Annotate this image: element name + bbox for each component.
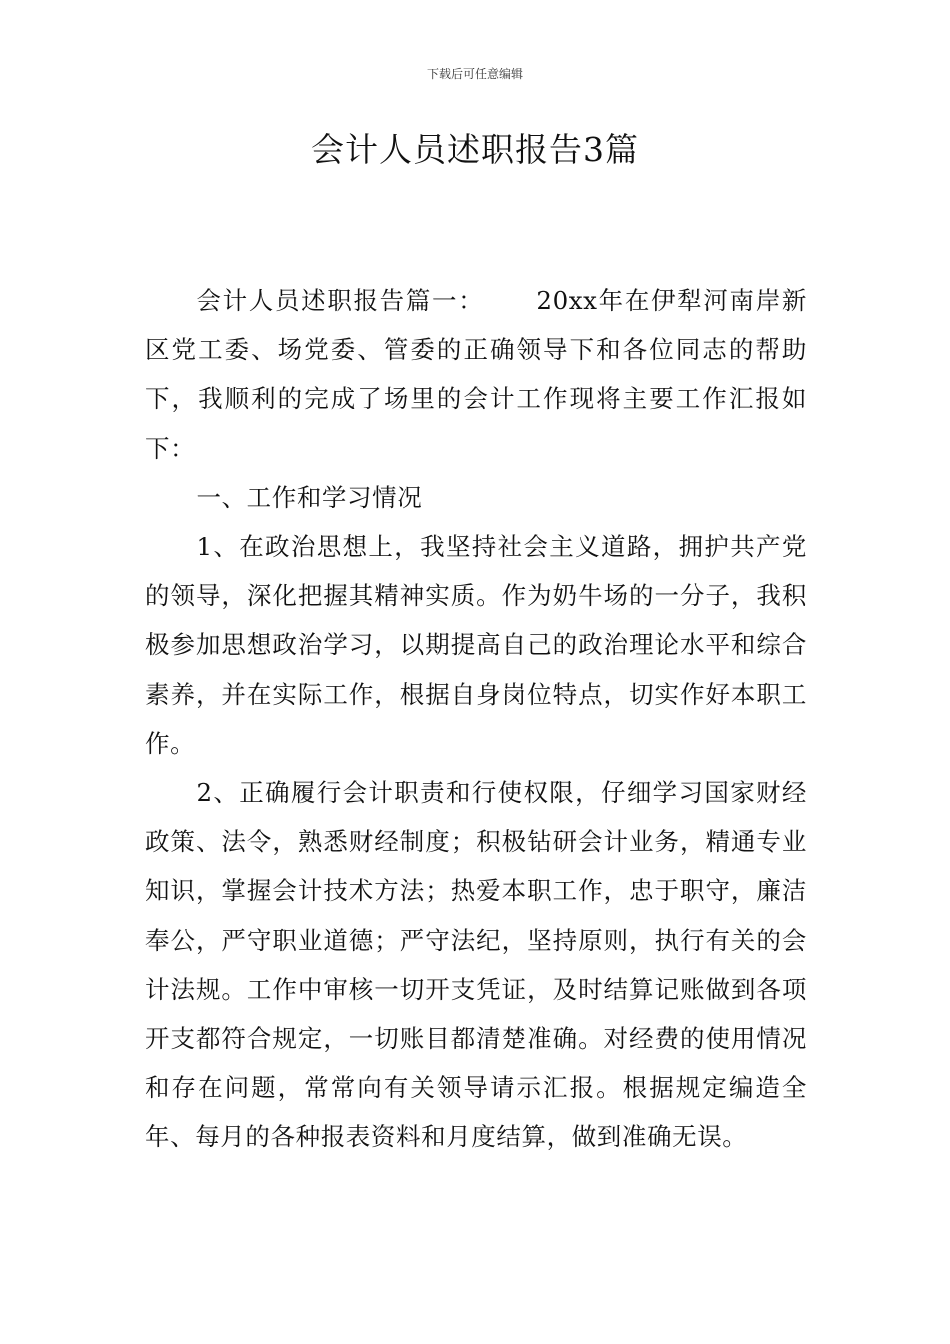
document-title: 会计人员述职报告3篇 (311, 130, 639, 169)
intro-text: 20xx年在伊犁河南岸新区党工委、场党委、管委的正确领导下和各位同志的帮助下，我顺利的完成了场里的会计工作现将主要工作汇报如下： (145, 286, 807, 463)
paragraph-2: 2、正确履行会计职责和行使权限，仔细学习国家财经政策、法令，熟悉财经制度；积极钻研会计业务，精通专业知识，掌握会计技术方法；热爱本职工作，忠于职守，廉洁奉公，严守职业道德；严守法纪，坚持原则，执行有关的会计法规。工作中审核一切开支凭证，及时结算记账做到各项开支都符合规定，一切账目都清楚准确。对经费的使用情况和存在问题，常常向有关领导请示汇报。根据规定编造全年、每月的各种报表资料和月度结算，做到准确无误。 (145, 778, 807, 1152)
header-note: 下载后可任意编辑 (426, 67, 523, 81)
intro-label: 会计人员述职报告篇一： (196, 286, 485, 315)
section-heading: 一、工作和学习情况 (196, 482, 423, 512)
document-body (145, 276, 807, 1162)
paragraph-1: 1、在政治思想上，我坚持社会主义道路，拥护共产党的领导，深化把握其精神实质。作为奶牛场的一分子，我积极参加思想政治学习，以期提高自己的政治理论水平和综合素养，并在实际工作，根据自身岗位特点，切实作好本职工作。 (145, 532, 807, 758)
intro-paragraph (145, 276, 807, 473)
